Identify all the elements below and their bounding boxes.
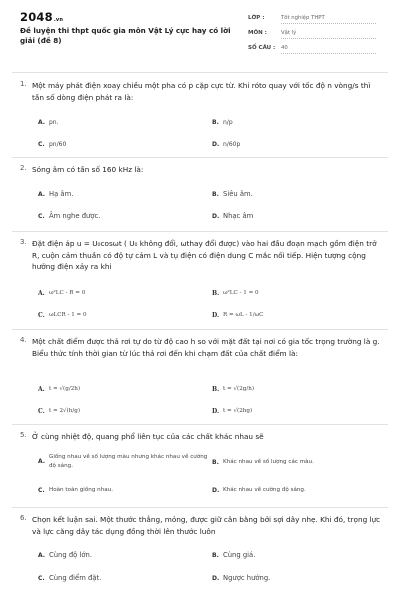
option-b[interactable]	[212, 551, 255, 560]
option-letter: C.	[38, 312, 45, 319]
question-text: Sóng âm có tần số 160 kHz là:	[32, 165, 144, 174]
meta-label: SỐ CÂU :	[248, 45, 276, 51]
option-text: R = ωL - 1/ωC	[223, 312, 264, 318]
option-letter: B.	[212, 459, 219, 466]
option-a[interactable]	[38, 453, 209, 471]
option-letter: B.	[212, 386, 220, 393]
exam-title: Đề luyện thi thpt quốc gia môn Vật Lý cực hay có lời giải (đề 8)	[20, 26, 231, 45]
meta-row-subject	[248, 26, 388, 41]
option-text: t = √(2g/h)	[223, 386, 255, 392]
option-letter: B.	[212, 552, 219, 559]
option-d[interactable]	[212, 486, 306, 496]
question-text: Đặt điện áp u = U₀cosωt ( U₀ không đổi, ωthay đổi được) vào hai đầu đoạn mạch gồm điện trở R, cuộn cảm thuần có độ tự cảm L và tụ điện có điện dung C mắc nối tiếp. Hiện tượng cộng hưởng điện xảy ra khi	[32, 239, 377, 271]
question-1	[20, 80, 380, 158]
option-letter: B.	[212, 191, 219, 198]
option-b[interactable]	[212, 458, 314, 468]
option-c[interactable]	[38, 140, 66, 149]
header	[0, 0, 400, 72]
divider	[12, 72, 388, 73]
option-letter: A.	[38, 458, 46, 465]
option-c[interactable]	[38, 311, 87, 321]
option-c[interactable]	[38, 574, 101, 583]
option-letter: C.	[38, 141, 45, 148]
option-letter: B.	[212, 290, 220, 297]
question-text: Một chất điểm được thả rơi tự do từ độ cao h so với mặt đất tại nơi có gia tốc trọng trường là g. Biểu thức tính thời gian từ lúc thả rơi đến khi chạm đất của chất điểm là:	[32, 337, 380, 358]
meta-value: Vật lý	[281, 30, 376, 39]
option-a[interactable]	[38, 551, 92, 560]
option-a[interactable]	[38, 190, 73, 199]
option-text: Hoàn toàn giống nhau.	[49, 487, 113, 493]
option-text: ω²LC - 1 = 0	[223, 290, 259, 296]
option-a[interactable]	[38, 289, 85, 299]
question-number: 5.	[20, 431, 27, 439]
option-letter: D.	[212, 408, 220, 415]
question-number: 3.	[20, 238, 27, 246]
option-text: Cùng độ lớn.	[49, 551, 92, 559]
divider	[12, 507, 388, 508]
question-2	[20, 164, 380, 230]
option-text: t = 2√(h/g)	[49, 408, 81, 414]
option-text: Giống nhau về số lượng màu nhưng khác nhau về cường độ sáng.	[49, 454, 208, 469]
option-c[interactable]	[38, 407, 80, 417]
question-3	[20, 238, 380, 328]
option-letter: D.	[212, 141, 220, 148]
option-d[interactable]	[212, 212, 253, 221]
option-text: n/p	[223, 119, 233, 126]
option-text: Khác nhau về cường độ sáng.	[223, 487, 306, 493]
option-letter: D.	[212, 575, 220, 582]
question-5	[20, 431, 380, 505]
question-number: 4.	[20, 336, 27, 344]
option-letter: A.	[38, 119, 46, 126]
option-d[interactable]	[212, 311, 263, 321]
question-number: 6.	[20, 514, 27, 522]
option-text: pn.	[49, 119, 59, 126]
option-letter: B.	[212, 119, 219, 126]
option-text: Khác nhau về số lượng các màu.	[223, 459, 314, 465]
logo-text: 2048	[20, 10, 53, 24]
option-c[interactable]	[38, 486, 113, 496]
option-text: ω²LC - R = 0	[49, 290, 86, 296]
question-4	[20, 336, 380, 426]
option-letter: A.	[38, 191, 46, 198]
question-text: Ở cùng nhiệt độ, quang phổ liên tục của các chất khác nhau sẽ	[32, 432, 264, 441]
option-letter: A.	[38, 386, 45, 393]
option-letter: A.	[38, 290, 45, 297]
question-number: 1.	[20, 80, 27, 88]
option-text: Siêu âm.	[223, 190, 253, 198]
question-text: Một máy phát điện xoay chiều một pha có p cặp cực từ. Khi róto quay với tốc độ n vòng/s thì tần số dòng điện phát ra là:	[32, 81, 371, 102]
divider	[12, 157, 388, 158]
option-letter: D.	[212, 487, 220, 494]
meta-value: Tốt nghiệp THPT	[281, 15, 376, 24]
meta-label: LỚP :	[248, 15, 265, 21]
option-text: n/60p	[223, 141, 241, 148]
option-letter: D.	[212, 312, 220, 319]
option-text: Âm nghe được.	[49, 212, 101, 220]
divider	[12, 329, 388, 330]
option-text: Cùng giá.	[223, 551, 256, 559]
option-letter: C.	[38, 575, 45, 582]
logo-suffix: .vn	[53, 17, 64, 23]
option-b[interactable]	[212, 190, 253, 199]
option-text: Nhạc âm	[223, 212, 254, 220]
option-d[interactable]	[212, 574, 270, 583]
divider	[12, 424, 388, 425]
option-letter: A.	[38, 552, 46, 559]
question-number: 2.	[20, 164, 27, 172]
question-text: Chọn kết luận sai. Một thước thẳng, mỏng, được giữ cân bằng bởi sợi dây nhẹ. Khi đó, trọng lực và lực căng dây tác dụng đồng thời lên thước luôn	[32, 515, 381, 536]
option-d[interactable]	[212, 407, 252, 417]
option-letter: C.	[38, 487, 45, 494]
option-c[interactable]	[38, 212, 100, 221]
site-logo[interactable]	[20, 10, 63, 24]
option-b[interactable]	[212, 289, 259, 299]
meta-value: 40	[281, 45, 376, 54]
option-text: t = √(g/2h)	[49, 386, 81, 392]
option-b[interactable]	[212, 118, 233, 127]
meta-label: MÔN :	[248, 30, 267, 36]
option-a[interactable]	[38, 385, 80, 395]
option-d[interactable]	[212, 140, 240, 149]
option-text: Ngược hướng.	[223, 574, 271, 582]
meta-row-class	[248, 11, 388, 26]
option-text: t = √(2hg)	[223, 408, 253, 414]
option-a[interactable]	[38, 118, 59, 127]
exam-meta	[248, 11, 388, 56]
option-text: Cùng điểm đặt.	[49, 574, 102, 582]
option-text: pn/60	[49, 141, 67, 148]
option-text: Hạ âm.	[49, 190, 74, 198]
divider	[12, 231, 388, 232]
option-letter: D.	[212, 213, 220, 220]
meta-row-count	[248, 41, 388, 56]
option-letter: C.	[38, 408, 45, 415]
question-6	[20, 514, 380, 596]
option-b[interactable]	[212, 385, 254, 395]
option-text: ωLCR - 1 = 0	[49, 312, 87, 318]
option-letter: C.	[38, 213, 45, 220]
